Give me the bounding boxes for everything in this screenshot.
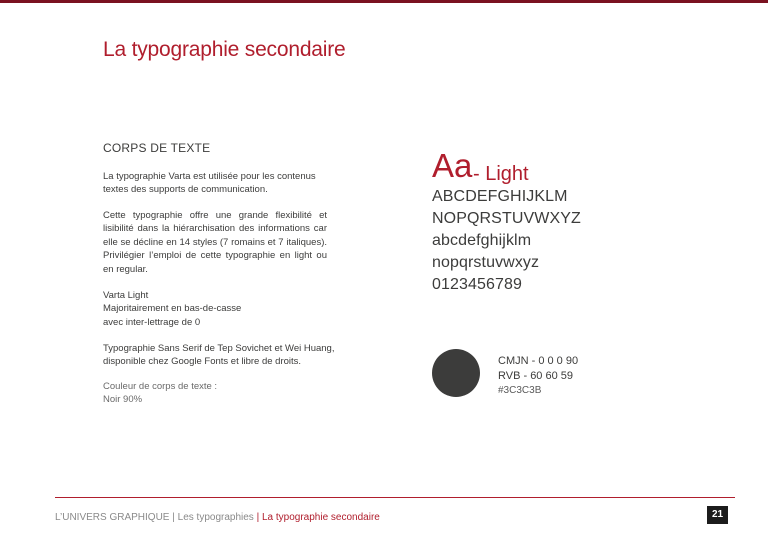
section-heading: CORPS DE TEXTE (103, 141, 211, 155)
breadcrumb-univers: L’UNIVERS GRAPHIQUE (55, 512, 170, 523)
specimen-uppercase-1: ABCDEFGHIJKLM (432, 188, 568, 205)
intro-line-2: textes des supports de communication. (103, 184, 268, 196)
specimen-lowercase-1: abcdefghijklm (432, 232, 532, 249)
font-style-spacing: avec inter-lettrage de 0 (103, 316, 201, 328)
specimen-uppercase-2: NOPQRSTUVWXYZ (432, 210, 581, 227)
font-style-paragraph (103, 289, 327, 329)
color-rvb: RVB - 60 60 59 (498, 370, 574, 382)
font-style-case: Majoritairement en bas-de-casse (103, 303, 242, 315)
body-color-paragraph (103, 380, 327, 407)
color-swatch (432, 349, 480, 397)
breadcrumb-typographies: Les typographies (177, 512, 254, 523)
body-color-label: Couleur de corps de texte : (103, 381, 218, 392)
font-source-paragraph (103, 342, 335, 369)
font-style-name: Varta Light (103, 290, 149, 301)
specimen-digits: 0123456789 (432, 276, 522, 293)
footer-breadcrumb (55, 512, 380, 523)
page-title: La typographie secondaire (103, 38, 346, 61)
font-source-line-1: Typographie Sans Serif de Tep Sovichet et Wei Huang, (103, 343, 335, 354)
color-hex: #3C3C3B (498, 385, 542, 396)
intro-line-1: La typographie Varta est utilisée pour les contenus (103, 171, 316, 182)
footer-divider (55, 497, 735, 498)
page-number: 21 (707, 506, 728, 524)
intro-paragraph (103, 170, 327, 197)
color-cmjn: CMJN - 0 0 0 90 (498, 355, 579, 367)
specimen-weight: - Light (473, 163, 529, 185)
breadcrumb-separator: | (169, 512, 178, 523)
flexibility-paragraph: Cette typographie offre une grande flexibilité et lisibilité dans la hiérarchisation des informations car elle se décline en 14 styles (7 romains et 7 italiques). Privilégier l’emploi de cette typographie en light ou en regular. (103, 210, 327, 275)
top-accent-bar (0, 0, 768, 3)
body-color-value: Noir 90% (103, 394, 143, 406)
breadcrumb-current: La typographie secondaire (261, 512, 380, 523)
breadcrumb-separator-active: | (253, 512, 262, 523)
font-source-line-2: disponible chez Google Fonts et libre de droits. (103, 356, 302, 368)
specimen-aa: Aa (432, 147, 473, 184)
specimen-lowercase-2: nopqrstuvwxyz (432, 254, 540, 271)
